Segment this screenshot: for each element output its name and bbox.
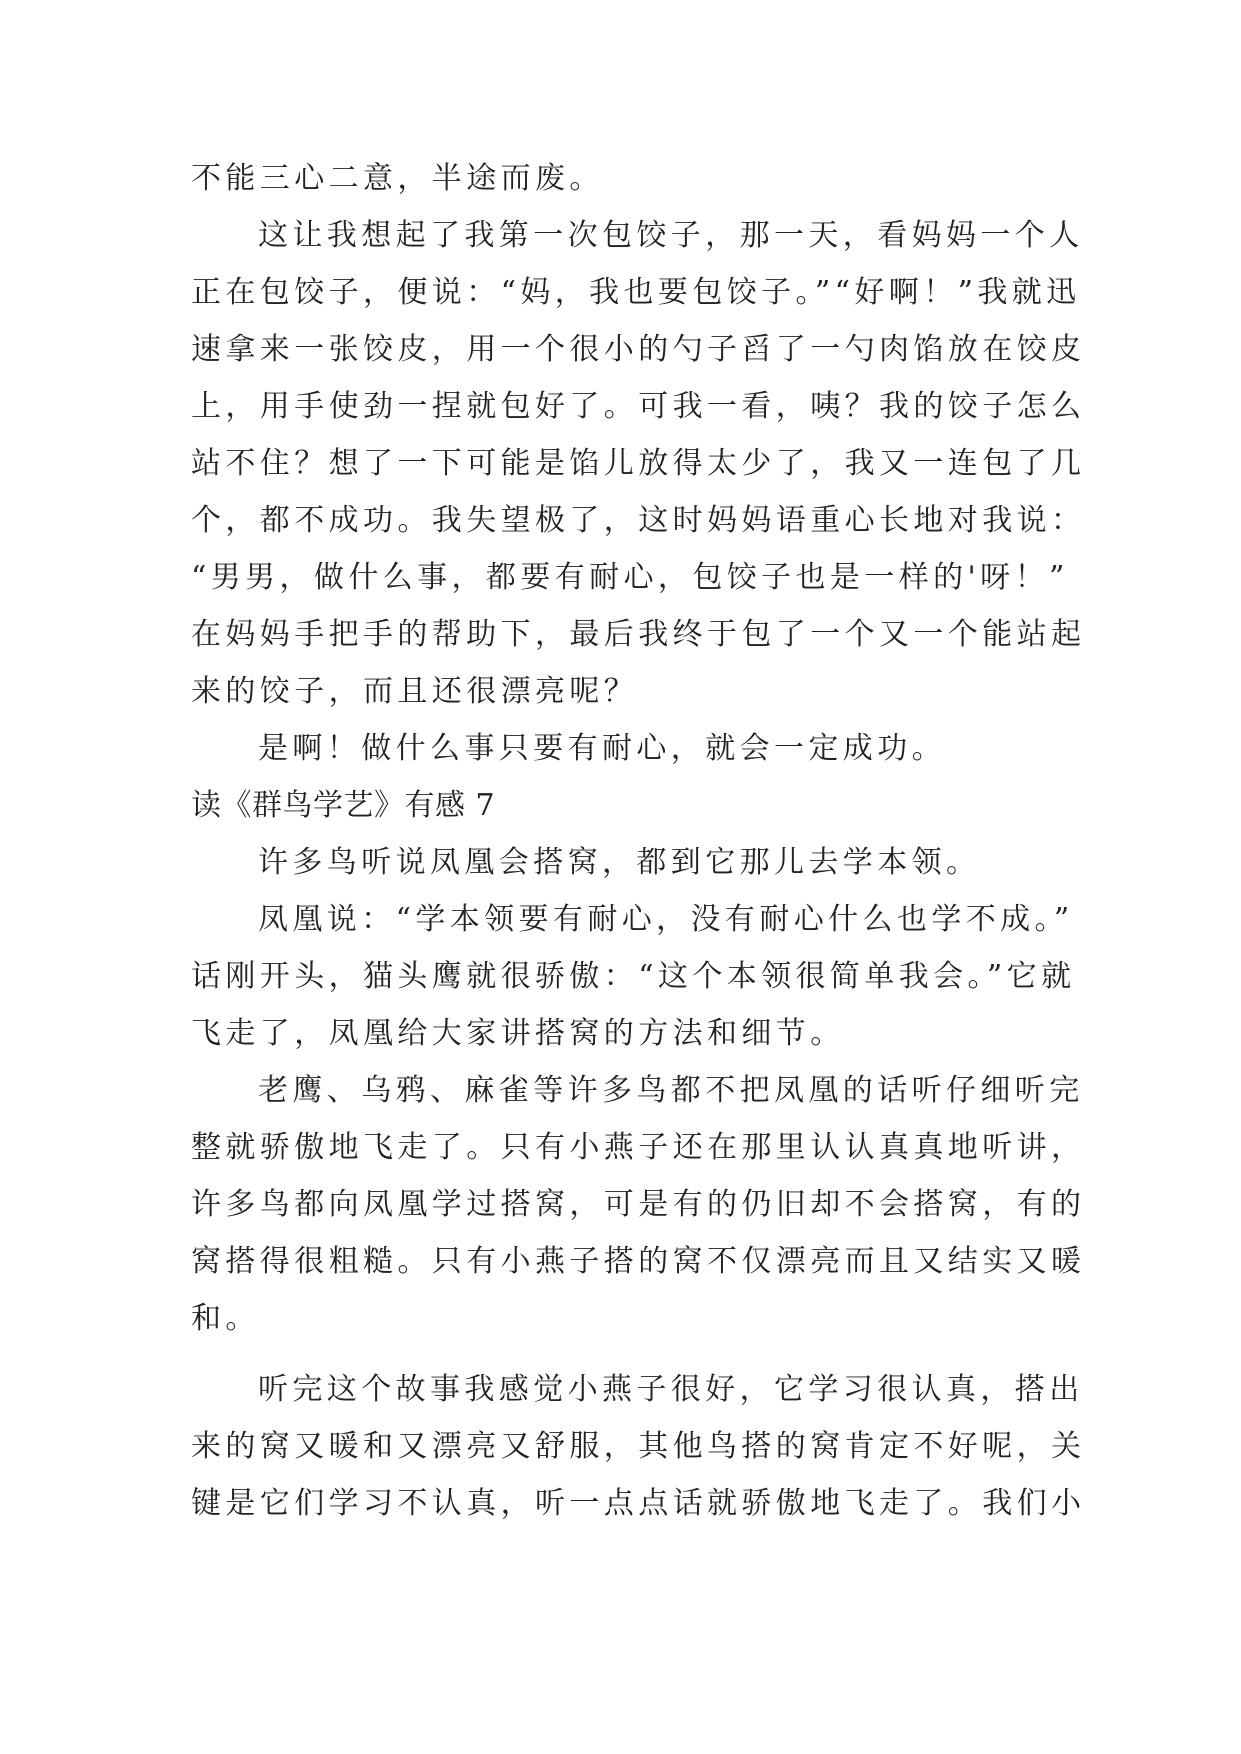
text-line: 上，用手使劲一捏就包好了。可我一看，咦？我的饺子怎么 bbox=[191, 389, 1086, 424]
text-line: 来的窝又暖和又漂亮又舒服，其他鸟搭的窝肯定不好呢，关 bbox=[191, 1429, 1086, 1464]
text-line: 站不住？想了一下可能是馅儿放得太少了，我又一连包了几 bbox=[191, 446, 1086, 481]
text-line: 正在包饺子，便说：“妈，我也要包饺子。”“好啊！”我就迅 bbox=[191, 275, 1081, 310]
text-line: 不能三心二意，半途而废。 bbox=[191, 161, 604, 196]
document-body bbox=[191, 150, 1086, 1532]
paragraph-start-line: 这让我想起了我第一次包饺子，那一天，看妈妈一个人 bbox=[258, 218, 1084, 253]
text-line: 和。 bbox=[191, 1301, 260, 1336]
text-line: 飞走了，凤凰给大家讲搭窝的方法和细节。 bbox=[191, 1016, 845, 1051]
paragraph-start-line: 是啊！做什么事只要有耐心，就会一定成功。 bbox=[258, 731, 946, 766]
text-line: 来的饺子，而且还很漂亮呢？ bbox=[191, 674, 639, 709]
text-line: “男男，做什么事，都要有耐心，包饺子也是一样的'呀！” bbox=[191, 560, 1069, 595]
paragraph-start-line: 许多鸟听说凤凰会搭窝，都到它那儿去学本领。 bbox=[258, 845, 981, 880]
text-line: 许多鸟都向凤凰学过搭窝，可是有的仍旧却不会搭窝，有的 bbox=[191, 1187, 1086, 1222]
text-line: 话刚开头，猫头鹰就很骄傲：“这个本领很简单我会。”它就 bbox=[191, 959, 1076, 994]
text-line: 速拿来一张饺皮，用一个很小的勺子舀了一勺肉馅放在饺皮 bbox=[191, 332, 1086, 367]
section-title: 读《群鸟学艺》有感 7 bbox=[191, 788, 496, 823]
text-line: 窝搭得很粗糙。只有小燕子搭的窝不仅漂亮而且又结实又暖 bbox=[191, 1244, 1086, 1279]
text-line: 键是它们学习不认真，听一点点话就骄傲地飞走了。我们小 bbox=[191, 1486, 1086, 1521]
text-line: 在妈妈手把手的帮助下，最后我终于包了一个又一个能站起 bbox=[191, 617, 1086, 652]
paragraph-start-line: 老鹰、乌鸦、麻雀等许多鸟都不把凤凰的话听仔细听完 bbox=[258, 1073, 1084, 1108]
paragraph-start-line: 听完这个故事我感觉小燕子很好，它学习很认真，搭出 bbox=[258, 1372, 1084, 1407]
text-line: 整就骄傲地飞走了。只有小燕子还在那里认认真真地听讲， bbox=[191, 1130, 1086, 1165]
text-line: 个，都不成功。我失望极了，这时妈妈语重心长地对我说： bbox=[191, 503, 1086, 538]
paragraph-start-line: 凤凰说：“学本领要有耐心，没有耐心什么也学不成。” bbox=[258, 902, 1074, 937]
